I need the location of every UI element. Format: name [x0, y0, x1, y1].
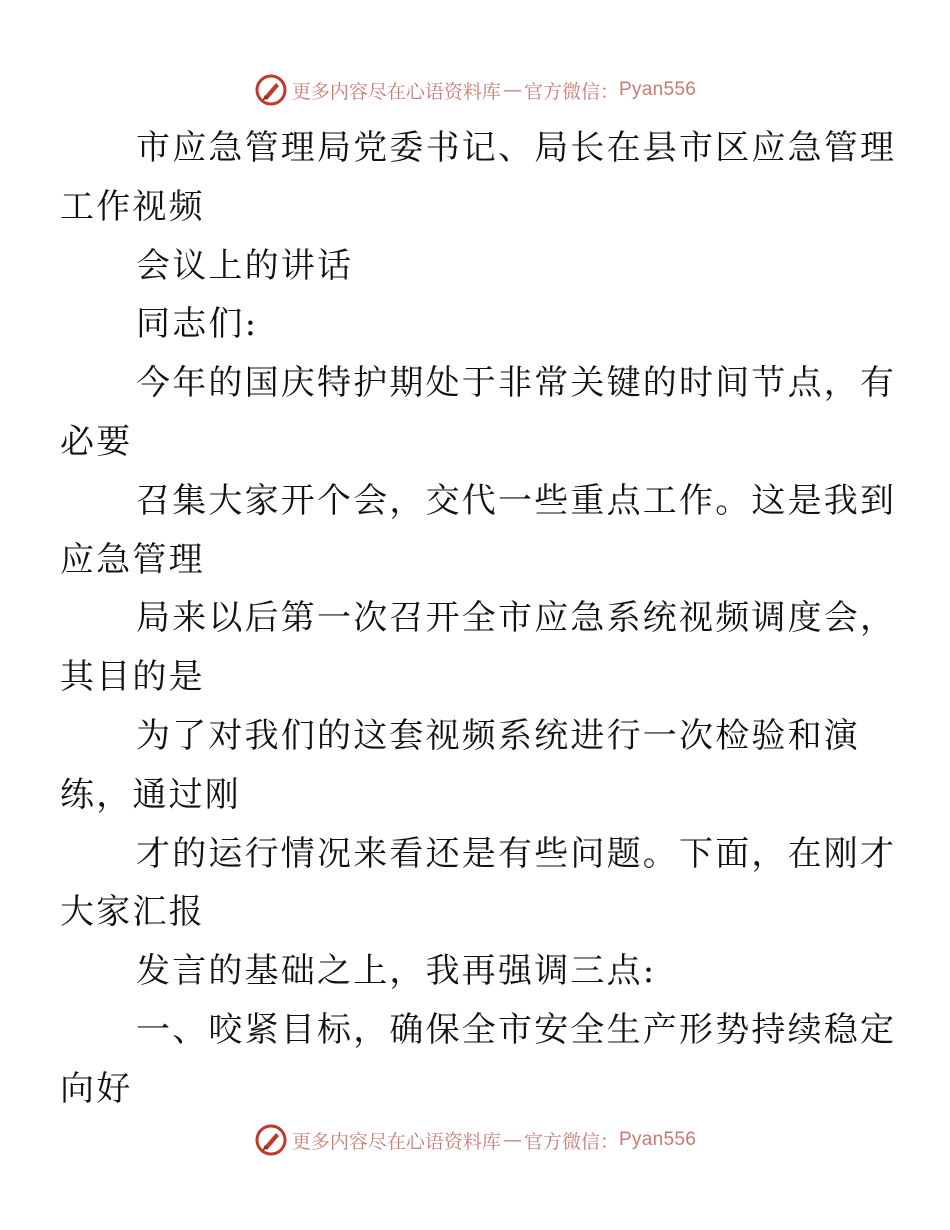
paragraph: [98, 942, 858, 1001]
line-wrap-text: 工作视频: [60, 186, 205, 227]
line-text: 市应急管理局党委书记、局长在县市区应急管理: [136, 128, 897, 168]
watermark-text: 更多内容尽在心语资料库: [291, 80, 501, 103]
watermark-banner-bottom: [0, 1120, 950, 1160]
line-text: 同志们:: [136, 304, 259, 345]
paragraph: [60, 589, 897, 707]
watermark-dash: —: [502, 79, 522, 101]
watermark-banner-top: [0, 70, 950, 110]
line-text: 为了对我们的这套视频系统进行一次检验和演: [136, 715, 860, 756]
line-wrap-text: 大家汇报: [60, 892, 205, 933]
watermark-label: 官方微信：: [523, 1130, 619, 1153]
line-text: 召集大家开个会，交代一些重点工作。这是我到: [136, 480, 897, 521]
pen-nib-logo-icon: [254, 1123, 288, 1157]
line-text: 今年的国庆特护期处于非常关键的时间节点，有: [136, 363, 897, 404]
watermark-handle: Pyan556: [618, 1129, 697, 1150]
salutation: [98, 295, 858, 354]
section-heading: [60, 1001, 897, 1119]
paragraph: [60, 354, 897, 472]
paragraph: [60, 472, 897, 590]
line-text: 一、咬紧目标，确保全市安全生产形势持续稳定: [136, 1009, 897, 1050]
line-text: 会议上的讲话: [136, 245, 354, 286]
paragraph: [60, 825, 897, 943]
line-wrap-text: 其目的是: [60, 657, 205, 698]
line-wrap-text: 向好: [60, 1068, 133, 1109]
line-text: 局来以后第一次召开全市应急系统视频调度会，: [136, 598, 897, 639]
pen-nib-logo-icon: [254, 73, 288, 107]
watermark-dash: —: [502, 1129, 522, 1151]
line-wrap-text: 必要: [60, 421, 133, 462]
line-wrap-text: 应急管理: [60, 539, 205, 580]
watermark-text: 更多内容尽在心语资料库: [291, 1130, 501, 1153]
title-line: [60, 119, 897, 237]
line-text: 发言的基础之上，我再强调三点:: [136, 951, 657, 992]
watermark-label: 官方微信：: [523, 80, 619, 103]
line-wrap-text: 练，通过刚: [60, 774, 241, 815]
line-text: 才的运行情况来看还是有些问题。下面，在刚才: [136, 833, 897, 874]
watermark-handle: Pyan556: [618, 79, 697, 100]
title-line: [98, 237, 858, 296]
paragraph: [60, 707, 860, 825]
document-body: [60, 119, 897, 1119]
